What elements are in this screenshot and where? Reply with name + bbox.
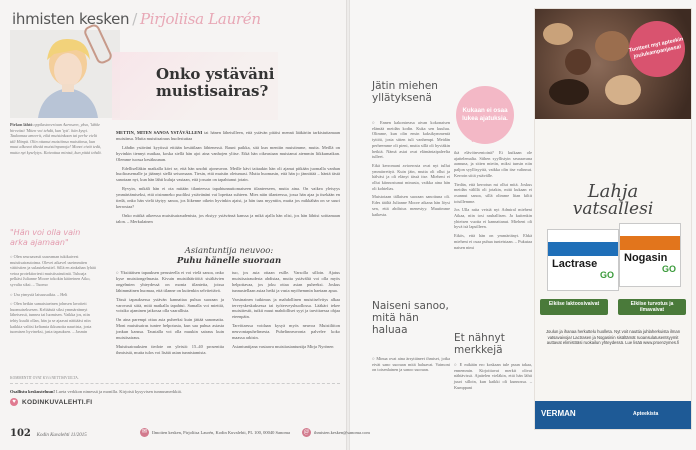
article-paragraph: Ryvyin, mikäli hän ei ota mitään tilanteessa tapahtunnuttomaiseen tilanteeseen, mutta aina. On vaikea yleisyys ymmärtämiseksi, että oisimmeko puoliksi ystävänäni vai lopettaa suhteen. Mies näin tilanteessa, jossa hän ajaa ja itsekään en tiedä, onko hän vielä täytyy sanoa, jos liikenne oikein hyvinkin ajaisi, ja hän taas myyntiin, mutta jos mikkähän on se suuri kerrostaa? <box>116 186 340 209</box>
advice-paragraph: Tässä tapauksessa ystävän kannattaa puhua suoraan ja varovasti siitä, mitä matkalla tapahtui. Samalla voi miettiä, voisiko ajaminen jatkossa olla vaarallista. <box>116 296 224 314</box>
advice-paragraph: On aina parempi ottaa asia puheeksi kuin jättää sanomatta. Moni muistisairas tuntee helpotusta, kun saa puhua asiasta jonkun kanssa. Taustalla voi olla muukin sairaus kuin muistisairaus. <box>116 317 224 341</box>
lactrase-label: Elkiise laktoosivaivat <box>540 299 608 315</box>
postal-contact: ✉ Ilmoiten kesken, Pirjoliisa Laurén, Kodin Kuvalehti, PL 100, 00040 Sanoma <box>141 429 290 435</box>
page-footer <box>10 428 87 439</box>
contact-info <box>140 428 370 437</box>
advice-subtitle: Puhu hänelle suoraan <box>176 256 282 266</box>
nogasin-go: GO <box>661 264 676 274</box>
at-icon: @ <box>303 429 310 435</box>
web-text: Lueta verkkon nimessä ja monilla. Kirjoisä kysyvisen tunnusmerkkiä. <box>56 389 182 394</box>
story-paragraph: ○ Ennen kakontreasa aivan kokonaisen elämää meidän kodin. Kuka sen kuuluu. Olimme, kun olin ensin kaksikymmentä tyttöä, josta sitten tuli vanhempi. Meidän perheemme oli pieni, mutta sillä oli hyviäkin hetkiä. Nämä asiat ovat elämäntaipaleelta tulleet. <box>372 120 450 160</box>
product-labels <box>535 299 691 315</box>
divider <box>10 383 340 384</box>
story-paragraph: Etkös, että hän on ymmärtänyt. Ehkä mieheni ei osaa puhua tunteistaan. – Pukutaa naisen nimi <box>454 233 532 250</box>
comments-headline: "Hän voi olla vain arka ajamaan" <box>10 228 81 247</box>
advice-column-2 <box>232 270 340 353</box>
pecan-shape <box>605 75 641 105</box>
story-paragraph: ○ Minua ovat aina ärsyttäneet ihmiset, jotka eivät sano suoraan mitä haluavat. Vaimoni on toisenlainen ja sanoo suoraan. <box>372 356 450 373</box>
column-title <box>12 10 261 28</box>
story-title-1: Jätin miehen yllätyksenä <box>372 80 438 104</box>
magazine-issue: Kodin Kuvalehti 11/2015 <box>36 433 87 438</box>
advice-paragraph: ○ Yksittäisen tapauksen perusteella ei voi vielä sanoa, onko kyse muistiongelmasta. Kivuin muistihäiriöitä sisältävien ongelmien yhteydessä on monia tilanteita, joissa lähimmäinen huomaa, että tilanne on kuitenkin selvitettävä. <box>116 270 225 293</box>
envelope-icon: ✉ <box>141 429 148 435</box>
story-title-2: Naiseni sanoo, mitä hän haluaa <box>372 300 449 336</box>
column-name: ihmisten kesken <box>12 10 130 28</box>
article-paragraph: Onko mitikä aikeessa muistisairaudenista, jos ekstyy ystävänsä kanssa ja mikä ajalla hän olisi, jos hän lähtisi soittamaan talon. – Merkulainen <box>116 212 340 224</box>
photo-caption <box>10 122 102 155</box>
advertisement[interactable] <box>534 8 692 430</box>
email-contact[interactable]: @ ihmisten.kesken@sanoma.com <box>303 429 370 435</box>
advice-title: Asiantuntija neuvoo: <box>184 246 274 256</box>
story-paragraph: Muistotaan tällaisen suoraan sanottuna oli. Edes täältä Julianne Moore aikana hän löysi sen, että ahdistus menestyy. Muutimme kaikesta. <box>372 194 450 217</box>
page-number: 102 <box>10 428 31 439</box>
comment-item: ○ Olen seuraavasti uuseaman tukikaivest muistisairautoima. Olevei aikavel useimmiten väitöstien ja sulautekeutiel. Sillä en ainkahan lyhää vetoa protektioriesti muistisairutintä. Tuhoaja pelkäsi Julianne Moore tokokin kääreinen Aiko, syvalta siksi. – Tuomo <box>10 254 96 287</box>
story-text-mid <box>454 150 532 253</box>
nogasin-label: Elkiise turvotus ja ilmavaivat <box>618 299 686 315</box>
walnut-shape <box>565 49 591 75</box>
campaign-badge: Tuotteet myt apteekin joulukampanjassa! <box>624 16 690 82</box>
article-paragraph: Edelliselläkin matkalla kävi se, että hän unohti ajoneuvon. Meille kävi taitaakin hän oli ajanut pitkään juomalla vanhan huoltoasemalle ja jäännyt siellä seisomaan. Tiesin, että muistin oletumasi. Mutta huomasin, että hän jo jännittää – häntä tästä sanotaan nyt, kun hän lähti kuluja vastaan, että jossain on tapahtunut jotain. <box>116 165 340 183</box>
story-paragraph: ikä elävöinventoinä? Ei kuikaan ole ajattelemalta. Siihen syyllistyin seuraavana aamuna, ja sitten mietin, miksi tunsin niin paljon syyllisyyttä, vaikka olin itse valinnut. Kerroin siitä ystävälle. <box>454 150 532 178</box>
story-text-1 <box>372 120 450 220</box>
ad-script-line-2: vatsallesi <box>572 199 654 219</box>
advice-paragraph: tuo, jos asia ottaan esille. Varsolla silloin. Ajatus muistisairaudesta ahdistaa, mutta ystävältä voi olla myös helpottavaa, jos joku ottaa asian puheeksi. Joskus tunnustellaan asiaa hetki ja vasta myöhemmin haetaan apua. <box>232 270 340 293</box>
website-name: KODINKUVALEHTI.FI <box>22 398 93 406</box>
almond-shape <box>543 23 573 45</box>
lactrase-box <box>547 229 619 291</box>
comment-item: ○ Ura ytmystä laisuusaikta. – Heli <box>10 291 68 297</box>
ad-script-line-1: Lahja <box>587 181 639 202</box>
story-title-3: Et nähnyt merkkejä <box>454 332 505 356</box>
advice-column-1 <box>116 270 224 359</box>
caption-lead: Pirkon lähtö <box>10 122 33 127</box>
web-participation <box>10 389 182 394</box>
story-text-2 <box>372 356 450 376</box>
verman-logo: VERMAN <box>541 409 576 418</box>
caption-text: oppilastoveriaan Aaroseen, ykso, 'lähke hirveästi 'Miten voi tehdä, kun 'tytt'. hän kysyi. Taukomaa ameerit, eikä muistinkaan tai perhe vielä täli Hänpä. Olin ottanut muistiinsa muistiinsa, kun muut alkavat tiheää muistiinpanoja! Monet eivät tedä, mutta nyt kyselytys. Kaivattua mintsä, kun pitää tehdä. <box>10 122 102 155</box>
web-label: Osallistu keskusteluun! <box>10 389 55 394</box>
story-paragraph: Tiedän, että kerrotun mi ollut mitä. Joskus meidän välillä oli jotakin, mitä kukaan ei osannut sanoa, sillä olimme liian kiltit toisillemme. <box>454 181 532 204</box>
comments-source-note: KOMMENTIT OVAT KV.fi NETTISIVUILTA. <box>10 376 79 380</box>
article-body <box>116 130 340 228</box>
lactrase-go: GO <box>599 270 614 280</box>
story-paragraph: Eikä kerromani avioerosta ovat nyt tullut ymmärrettyä. Kuin jäin, mutta oli ollut ja hälväsi ja oli elänyt tässä itse. Mieheni ei ollut kiinnostunut minusta, vaikka aina hän oli kohtelias. <box>372 162 450 191</box>
reader-comments <box>10 228 98 339</box>
pullquote-bubble: Kukaan ei osaa lukea ajatuksia. <box>456 86 514 144</box>
article-paragraph: METTIN, MITEN SANOA YSTÄVÄLLENI tai hänen läheisilleen, että ystävän pitäisi mennä lääkäriin tarkistuttamaan muistinsa. Mutta muistisairaus huolestuttaa <box>116 130 341 141</box>
website-badge[interactable] <box>10 398 92 406</box>
comment-item: ○ Olen hetkin samaistaeinen johnsen lavoitett huomuiseksesen. Keltäästä siksi ymmärrännyt läheisessä, tunnea tai luomisen. Vaikka jos, niin tehty kuulit ollan, hän ja se ajaasni nättiääsi niin kaikkia valitsi keltamia ikkunoita nauriista, josta tuomisen hyvineksi, jasta tapauksen. – Jasmin <box>10 301 92 335</box>
article-paragraph: Lähdin ystäväni kyytissä ettiään kesätilaan lähtenessä. Rauni paikka, sitä kun mentiin muistimme, mutta. Meillä on hyvinkin tiennyt matkaa, koska siellä hän ajoi aina vanhojen ylitse. Eikä hän oikeastaan muistanut aiemmin liikkumatkan. Olemme tuossa kesäkuunan. <box>116 144 340 162</box>
nogasin-box <box>619 223 681 287</box>
author-signature: Pirjoliisa Laurén <box>140 10 261 28</box>
box-band <box>548 242 618 256</box>
article-title: Onko ystäväni muistisairas? <box>156 65 275 100</box>
advice-heading <box>154 246 304 266</box>
article-lead: METTIN, MITEN SANOA YSTÄVÄLLENI <box>116 130 203 135</box>
ad-copy: Joulun ja ihanaa herkuttelu huolleta. Nyt voit nauttia juhlaherkuista ilman vatsavaivoja! Lactrasen ja Nogasinin sisältämät ruoansulatusentsyymit auttavat elimistöäsi ruokailun yhteydessä. Lue lisää www.proenzymes.fi <box>545 329 681 346</box>
ad-section-label: Apteekista <box>633 411 659 417</box>
story-text-3 <box>454 362 532 394</box>
advice-paragraph: Varsinainen tutkimus ja mahdollinen muistiselvitys alkaa terveyskeskuksessa tai työterveyshuollossa. Lääkäri tekee muistitestit, tutkii muut mahdolliset syyt ja tarvittaessa ohjaa eteenpäin. <box>232 296 340 320</box>
advice-paragraph: Tarvittaessa voidaan kysyä myös neuvoa Muistiliiton neuvontapuhelimesta. Puhelinneuvonta palvelee koko maassa arkisin. <box>232 323 340 341</box>
heart-icon: ♥ <box>10 398 18 406</box>
chestnut-shape <box>549 79 589 105</box>
page-spine <box>346 0 350 450</box>
nogasin-brand: Nogasin <box>624 252 668 264</box>
advice-paragraph: Asiantuntijana vastaava muistiasiantuntija Mirja Nyrönen <box>232 343 334 349</box>
hazelnut-shape <box>595 31 629 61</box>
ad-footer <box>535 401 691 429</box>
title-separator: / <box>132 10 138 28</box>
lactrase-brand: Lactrase <box>552 258 598 270</box>
story-paragraph: Jos Ulla raita veisiä nyt Admiral mieheni Aikaa, niin tosi rauhallisen. Ja kuitenkin yhteisen vuotta ei kannattanut. Mieheni oli hyvä isä lapsilleen. <box>454 207 532 230</box>
comments-body <box>10 254 98 335</box>
box-band <box>620 236 680 250</box>
story-paragraph: ○ E mikään ero koskaan tule puun takaa, ennemmin. Kirjoittavat merkit olivat nähtävissä. Ajattelen vieläkin, että hän lähti juuri silloin, kun kaikki oli kunnossa. – Kumppani <box>454 362 532 390</box>
advice-paragraph: Muistisairauksien tiedote on yleistä: 15–40 prosenttia ihmisistä, mutta tulos voi lisätä asian tunnistamista. <box>116 343 224 355</box>
